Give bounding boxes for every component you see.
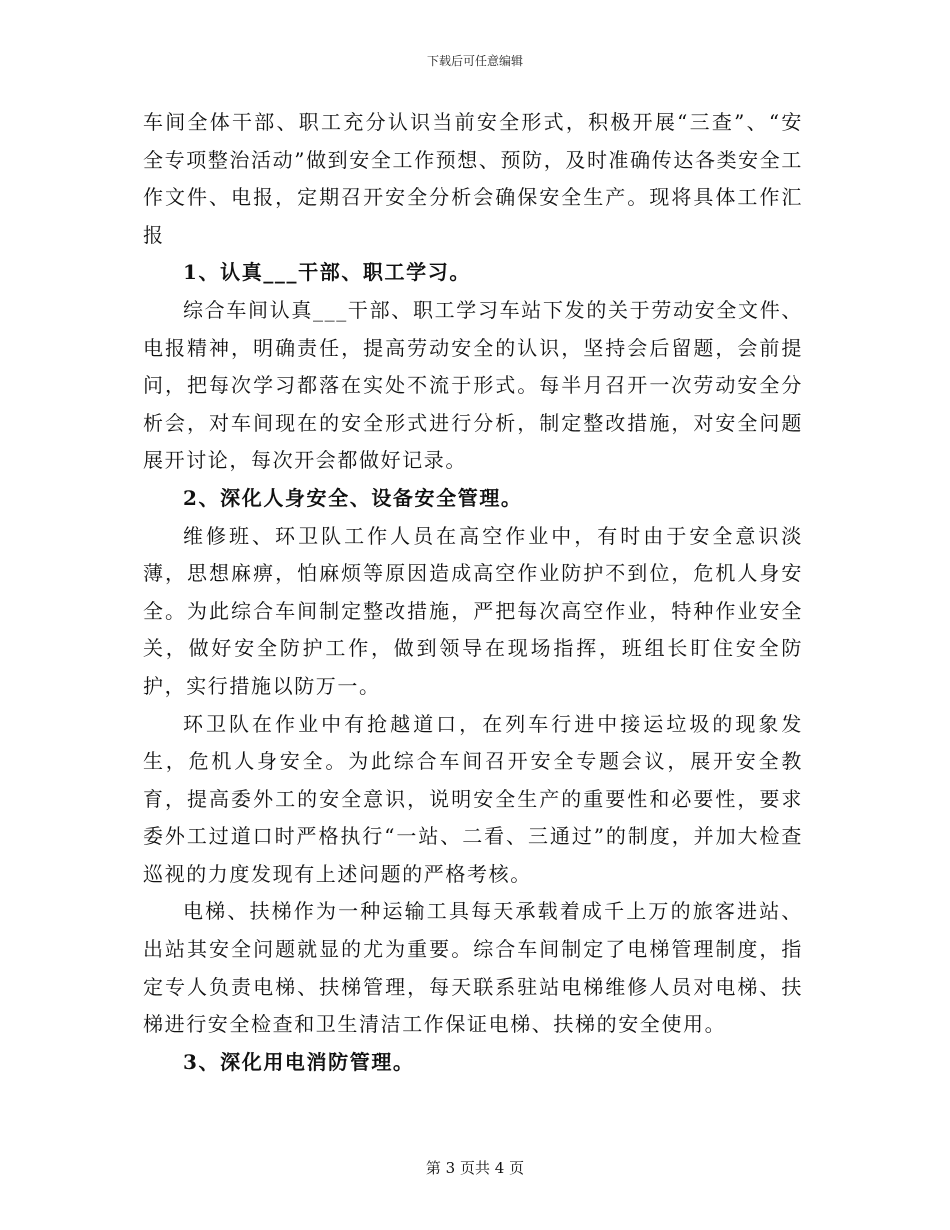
document-body (143, 104, 803, 1081)
page-number: 第 3 页共 4 页 (425, 1159, 525, 1177)
section-2-paragraph-3: 电梯、扶梯作为一种运输工具每天承载着成千上万的旅客进站、出站其安全问题就显的尤为重要。综合车间制定了电梯管理制度，指定专人负责电梯、扶梯管理，每天联系驻站电梯维修人员对电梯、扶梯进行安全检查和卫生清洁工作保证电梯、扶梯的安全使用。 (143, 899, 803, 1037)
section-2-paragraph-2: 环卫队在作业中有抢越道口，在列车行进中接运垃圾的现象发生，危机人身安全。为此综合车间召开安全专题会议，展开安全教育，提高委外工的安全意识，说明安全生产的重要性和必要性，要求委外工过道口时严格执行“一站、二看、三通过”的制度，并加大检查巡视的力度发现有上述问题的严格考核。 (143, 711, 803, 886)
page-header-note: 下载后可任意编辑 (426, 54, 523, 68)
intro-paragraph: 车间全体干部、职工充分认识当前安全形式，积极开展“三查”、“安全专项整治活动”做到安全工作预想、预防，及时准确传达各类安全工作文件、电报，定期召开安全分析会确保安全生产。现将具体工作汇报 (143, 110, 803, 247)
section-1-heading: 1、认真___干部、职工学习。 (183, 260, 471, 285)
section-2-paragraph-1: 维修班、环卫队工作人员在高空作业中，有时由于安全意识淡薄，思想麻痹，怕麻烦等原因造成高空作业防护不到位，危机人身安全。为此综合车间制定整改措施，严把每次高空作业，特种作业安全关，做好安全防护工作，做到领导在现场指挥，班组长盯住安全防护，实行措施以防万一。 (143, 523, 803, 698)
section-3-heading: 3、深化用电消防管理。 (183, 1049, 415, 1074)
section-1-paragraph: 综合车间认真___干部、职工学习车站下发的关于劳动安全文件、电报精神，明确责任，提高劳动安全的认识，坚持会后留题，会前提问，把每次学习都落在实处不流于形式。每半月召开一次劳动安全分析会，对车间现在的安全形式进行分析，制定整改措施，对安全问题展开讨论，每次开会都做好记录。 (143, 297, 803, 473)
section-2-heading: 2、深化人身安全、设备安全管理。 (183, 485, 523, 510)
